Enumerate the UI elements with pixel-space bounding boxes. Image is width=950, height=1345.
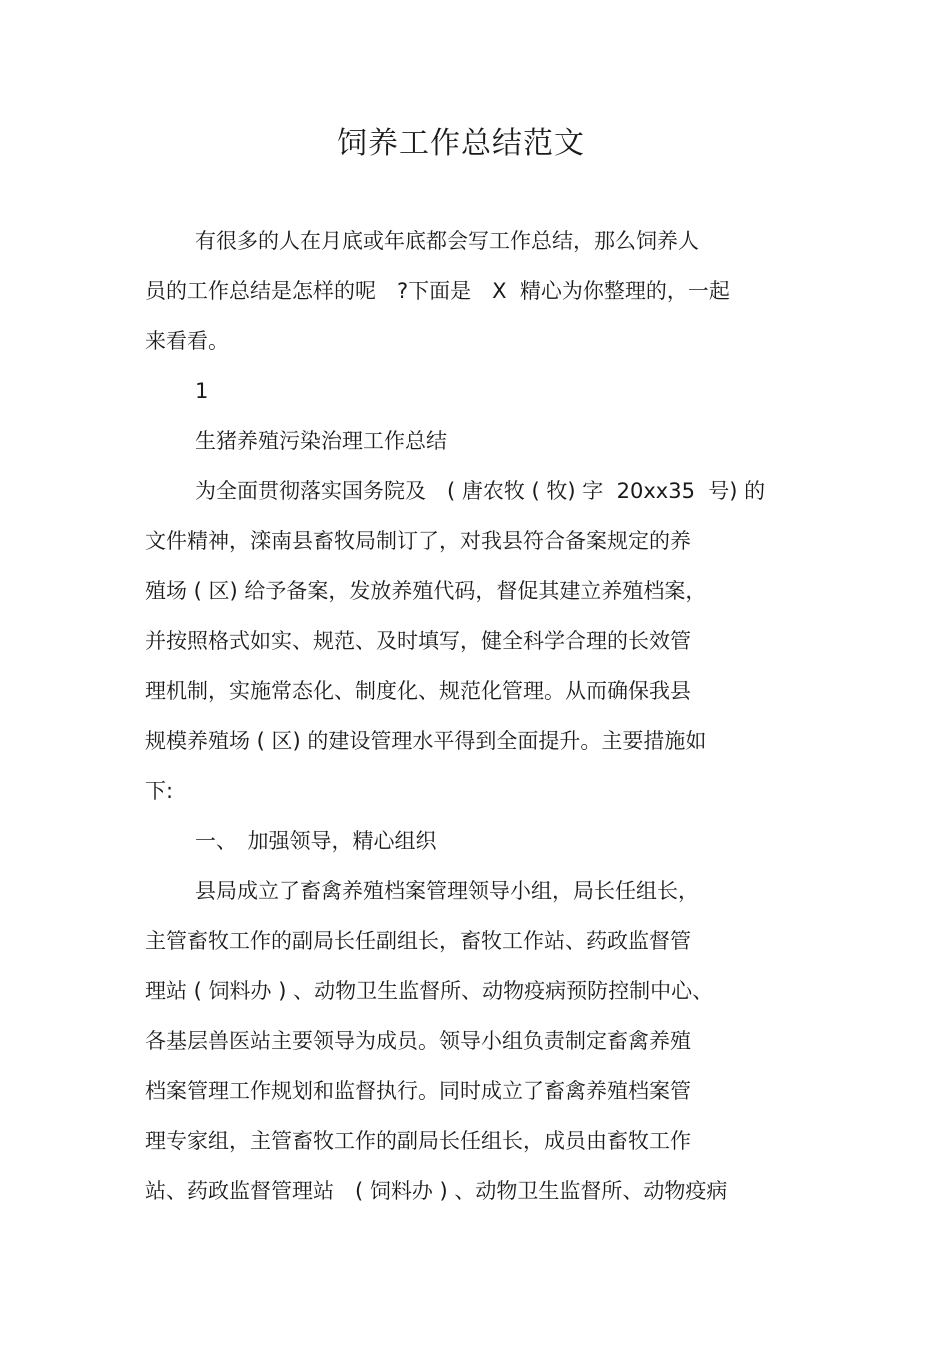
subsection-heading: 一、 加强领导，精心组织 <box>195 829 437 853</box>
section-heading: 生猪养殖污染治理工作总结 <box>195 429 447 453</box>
paragraph-line: 理站 ( 饲料办 ) 、动物卫生监督所、动物疫病预防控制中心、 <box>145 979 714 1003</box>
paragraph-line: 员的工作总结是怎样的呢 ?下面是 X 精心为你整理的，一起 <box>145 279 730 303</box>
paragraph-line: 来看看。 <box>145 329 229 353</box>
paragraph-line: 为全面贯彻落实国务院及 ( 唐农牧 ( 牧) 字 20xx35 号) 的 <box>195 479 766 503</box>
section-number: 1 <box>195 379 209 403</box>
paragraph-line: 档案管理工作规划和监督执行。同时成立了畜禽养殖档案管 <box>145 1079 691 1103</box>
paragraph-line: 理专家组，主管畜牧工作的副局长任组长，成员由畜牧工作 <box>145 1129 691 1153</box>
paragraph-line: 理机制，实施常态化、制度化、规范化管理。从而确保我县 <box>145 679 691 703</box>
paragraph-line: 有很多的人在月底或年底都会写工作总结，那么饲养人 <box>195 229 699 253</box>
paragraph-line: 规模养殖场 ( 区) 的建设管理水平得到全面提升。主要措施如 <box>145 729 707 753</box>
paragraph-line: 各基层兽医站主要领导为成员。领导小组负责制定畜禽养殖 <box>145 1029 691 1053</box>
paragraph-line: 站、药政监督管理站 ( 饲料办 ) 、动物卫生监督所、动物疫病 <box>145 1179 728 1203</box>
paragraph-line: 主管畜牧工作的副局长任副组长，畜牧工作站、药政监督管 <box>145 929 691 953</box>
paragraph-line: 殖场 ( 区) 给予备案，发放养殖代码，督促其建立养殖档案， <box>145 579 707 603</box>
document-title: 饲养工作总结范文 <box>337 126 585 161</box>
paragraph-line: 文件精神，滦南县畜牧局制订了，对我县符合备案规定的养 <box>145 529 691 553</box>
paragraph-line: 并按照格式如实、规范、及时填写，健全科学合理的长效管 <box>145 629 691 653</box>
paragraph-line: 下: <box>145 779 174 803</box>
paragraph-line: 县局成立了畜禽养殖档案管理领导小组，局长任组长， <box>195 879 699 903</box>
